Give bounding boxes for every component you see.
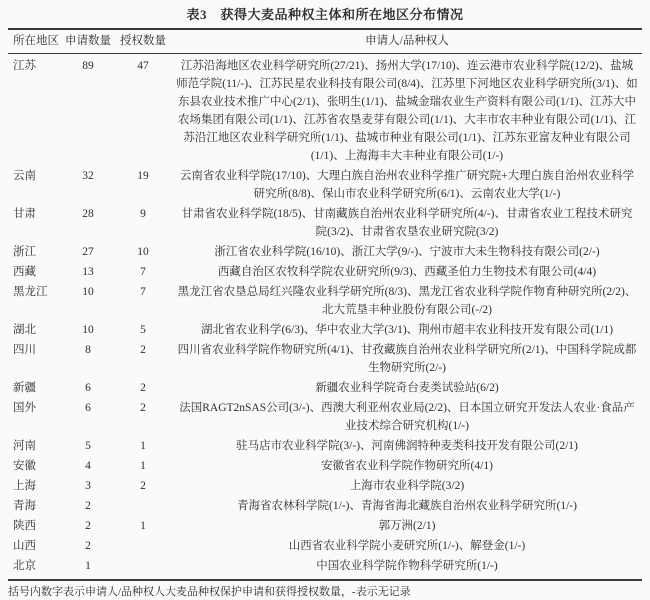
granted-count-cell: 19 xyxy=(137,170,149,182)
table-footnote: 括号内数字表示申请人/品种权人大麦品种权保护申请和获得授权数量，-表示无记录 xyxy=(8,586,411,598)
table-title: 表3 获得大麦品种权主体和所在地区分布情况 xyxy=(186,7,464,22)
region-cell: 国外 xyxy=(13,402,36,414)
table-row xyxy=(8,456,642,476)
applicants-cell: 江苏沿海地区农业科学研究所(27/21)、扬州大学(17/10)、连云港市农业科学院(12/2)、盐城师范学院(11/-)、江苏民星农业科技有限公司(8/4)、江苏里下河地区农业科学研究所(3/1)、如东县农业技术推广中心(2/1)、张明生(1/1)、盐城金瑞农业生产资料有限公司(1/1)、江苏大中农场集团有限公司(1/1)、江苏省农垦麦芽有限公司(1/1)、大丰市农丰种业有限公司(1/1)、江苏沿江地区农业科学研究所(1/1)、盐城市种业有限公司(1/1)、江苏东亚富友种业有限公司(1/1)、上海海丰大丰种业有限公司(1/-) xyxy=(176,60,638,162)
granted-count-cell: 1 xyxy=(140,440,146,452)
header-applicants: 申请人/品种权人 xyxy=(365,35,449,47)
applied-count-cell: 8 xyxy=(85,344,91,356)
applied-count-cell: 6 xyxy=(85,382,91,394)
table-row xyxy=(8,476,642,496)
applied-count-cell: 2 xyxy=(85,520,91,532)
applied-count-cell: 27 xyxy=(82,246,94,258)
applicants-cell: 郭万洲(2/1) xyxy=(378,520,436,532)
region-cell: 青海 xyxy=(13,500,36,512)
applicants-cell: 黑龙江省农垦总局红兴隆农业科学研究所(8/3)、黑龙江省农业科学院作物育种研究所(2/2)、北大荒垦丰种业股份有限公司(-/2) xyxy=(177,286,637,316)
region-cell: 安徽 xyxy=(13,460,36,472)
applicants-cell: 中国农业科学院作物科学研究所(1/-) xyxy=(316,560,498,572)
applicants-cell: 安徽省农业科学院作物研究所(4/1) xyxy=(321,460,493,472)
table-row xyxy=(8,166,642,204)
table-row xyxy=(8,378,642,398)
applicants-cell: 驻马店市农业科学院(3/-)、河南佛润特种麦类科技开发有限公司(2/1) xyxy=(236,440,578,452)
granted-count-cell: 1 xyxy=(140,460,146,472)
table-row xyxy=(8,340,642,378)
region-cell: 新疆 xyxy=(13,382,36,394)
region-cell: 江苏 xyxy=(13,60,36,72)
region-cell: 河南 xyxy=(13,440,36,452)
table-row xyxy=(8,282,642,320)
region-cell: 北京 xyxy=(13,560,36,572)
region-cell: 西藏 xyxy=(13,266,36,278)
granted-count-cell: 2 xyxy=(140,480,146,492)
applied-count-cell: 32 xyxy=(82,170,94,182)
table-row xyxy=(8,516,642,536)
region-cell: 黑龙江 xyxy=(13,286,48,298)
region-cell: 山西 xyxy=(13,540,36,552)
applied-count-cell: 3 xyxy=(85,480,91,492)
region-cell: 陕西 xyxy=(13,520,36,532)
granted-count-cell: 2 xyxy=(140,344,146,356)
table-row xyxy=(8,398,642,436)
applicants-cell: 新疆农业科学院奇台麦类试验站(6/2) xyxy=(315,382,499,394)
table-row xyxy=(8,320,642,340)
granted-count-cell: 5 xyxy=(140,324,146,336)
table-body xyxy=(8,54,642,581)
region-cell: 四川 xyxy=(13,344,36,356)
applied-count-cell: 10 xyxy=(82,324,94,336)
applied-count-cell: 1 xyxy=(85,560,91,572)
granted-count-cell: 10 xyxy=(137,246,149,258)
applied-count-cell: 4 xyxy=(85,460,91,472)
table-row xyxy=(8,56,642,166)
applicants-cell: 四川省农业科学院作物研究所(4/1)、甘孜藏族自治州农业科学研究所(2/1)、中国科学院成都生物研究所(2/-) xyxy=(177,344,637,374)
applied-count-cell: 89 xyxy=(82,60,94,72)
applied-count-cell: 5 xyxy=(85,440,91,452)
data-table xyxy=(8,28,642,581)
applicants-cell: 山西省农业科学院小麦研究所(1/-)、解登金(1/-) xyxy=(288,540,526,552)
applicants-cell: 上海市农业科学院(3/2) xyxy=(349,480,465,492)
region-cell: 湖北 xyxy=(13,324,36,336)
applied-count-cell: 2 xyxy=(85,540,91,552)
region-cell: 浙江 xyxy=(13,246,36,258)
applicants-cell: 浙江省农业科学院(16/10)、浙江大学(9/-)、宁波市大未生物科技有限公司(2/-) xyxy=(214,246,600,258)
table-header-row xyxy=(8,28,642,54)
granted-count-cell: 1 xyxy=(140,520,146,532)
applied-count-cell: 28 xyxy=(82,208,94,220)
header-region: 所在地区 xyxy=(13,35,59,47)
granted-count-cell: 47 xyxy=(137,60,149,72)
applied-count-cell: 13 xyxy=(82,266,94,278)
table-row xyxy=(8,536,642,556)
table-row xyxy=(8,496,642,516)
applied-count-cell: 6 xyxy=(85,402,91,414)
table-row xyxy=(8,204,642,242)
applicants-cell: 云南省农业科学院(17/10)、大理白族自治州农业科学推广研究院+大理白族自治州农业科学研究所(8/8)、保山市农业科学研究所(6/1)、云南农业大学(1/-) xyxy=(179,170,635,200)
applicants-cell: 法国RAGT2nSAS公司(3/-)、西澳大利亚州农业局(2/2)、日本国立研究开发法人农业·食品产业技术综合研究机构(1/-) xyxy=(179,402,635,432)
applicants-cell: 湖北省农业科学(6/3)、华中农业大学(3/1)、荆州市超丰农业科技开发有限公司(1/1) xyxy=(200,324,614,336)
table-row xyxy=(8,262,642,282)
header-applied-count: 申请数量 xyxy=(65,35,111,47)
granted-count-cell: 7 xyxy=(140,286,146,298)
applicants-cell: 西藏自治区农牧科学院农业研究所(9/3)、西藏圣伯力生物技术有限公司(4/4) xyxy=(217,266,597,278)
granted-count-cell: 2 xyxy=(140,382,146,394)
applied-count-cell: 2 xyxy=(85,500,91,512)
applicants-cell: 青海省农林科学院(1/-)、青海省海北藏族自治州农业科学研究所(1/-) xyxy=(237,500,577,512)
applicants-cell: 甘肃省农业科学院(18/5)、甘南藏族自治州农业科学研究所(4/-)、甘肃省农业工程技术研究院(3/2)、甘肃省农垦农业研究院(3/2) xyxy=(181,208,633,238)
region-cell: 上海 xyxy=(13,480,36,492)
region-cell: 云南 xyxy=(13,170,36,182)
table-row xyxy=(8,436,642,456)
table-row xyxy=(8,556,642,576)
granted-count-cell: 7 xyxy=(140,266,146,278)
applied-count-cell: 10 xyxy=(82,286,94,298)
granted-count-cell: 9 xyxy=(140,208,146,220)
header-granted-count: 授权数量 xyxy=(120,35,166,47)
table-row xyxy=(8,242,642,262)
region-cell: 甘肃 xyxy=(13,208,36,220)
granted-count-cell: 2 xyxy=(140,402,146,414)
